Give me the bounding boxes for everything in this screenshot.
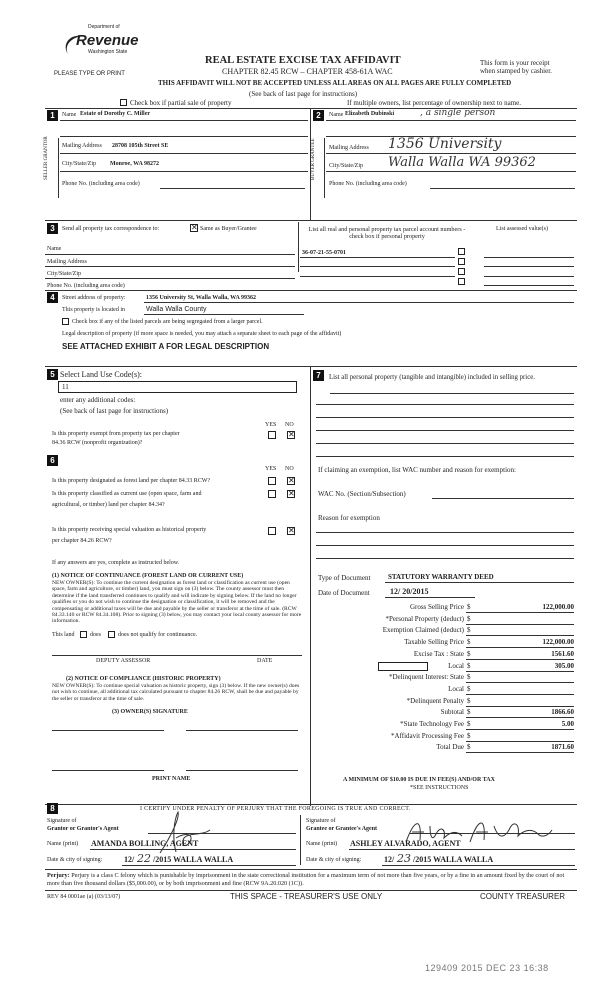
grantor-date-month: 12/ xyxy=(124,855,135,864)
assessor-date-label: DATE xyxy=(257,658,273,664)
section5-see-back: (See back of last page for instructions) xyxy=(60,407,169,415)
form-notice: THIS AFFIDAVIT WILL NOT BE ACCEPTED UNLESS ALL AREAS ON ALL PAGES ARE FULLY COMPLETED xyxy=(158,79,512,87)
historic-no-checkbox[interactable]: ✕ xyxy=(288,526,295,535)
parcel-header: List all real and personal property tax parcel account numbers - check box if personal property xyxy=(308,226,466,240)
fee-underline xyxy=(466,729,574,730)
see-instructions: *SEE INSTRUCTIONS xyxy=(410,785,469,791)
buyer-name-handwritten: , a single person xyxy=(420,108,496,118)
fee-dollar-sign: $ xyxy=(467,673,471,682)
fee-underline xyxy=(466,717,574,718)
grantee-sig-label-2: Grantee or Grantee's Agent xyxy=(306,826,378,832)
grantor-date-day: 22 xyxy=(137,852,151,865)
buyer-city-label: City/State/Zip xyxy=(329,163,363,169)
current-use-q1: Is this property classified as current use (open space, farm and xyxy=(52,491,202,497)
fee-label: Total Due xyxy=(436,743,464,752)
fee-dollar-sign: $ xyxy=(467,614,471,623)
grantee-date-label: Date & city of signing: xyxy=(306,857,362,863)
street-address: 1356 University St, Walla Walla, WA 99362 xyxy=(146,295,257,301)
grantor-name: AMANDA BOLLING, AGENT xyxy=(91,839,199,848)
s5-yes-label: YES xyxy=(265,422,277,428)
buyer-name: Elizabeth Dubinski xyxy=(345,111,395,117)
located-label: This property is located in xyxy=(62,307,125,313)
parcel-4-personal-checkbox[interactable] xyxy=(458,278,465,285)
buyer-phone-label: Phone No. (including area code) xyxy=(329,181,407,187)
grantor-sig-label-2: Grantor or Grantor's Agent xyxy=(47,826,119,832)
grantee-date-day: 23 xyxy=(397,852,411,865)
land-use-label: Select Land Use Code(s): xyxy=(60,370,142,379)
grantor-sig-label-1: Signature of xyxy=(47,818,77,824)
fee-dollar-sign: $ xyxy=(467,708,471,717)
grantee-name-label: Name (print) xyxy=(306,841,338,847)
logo-word: Revenue xyxy=(76,32,139,49)
seller-address-label: Mailing Address xyxy=(62,143,102,149)
segregated-checkbox[interactable] xyxy=(62,318,69,325)
legal-description: SEE ATTACHED EXHIBIT A FOR LEGAL DESCRIPTION xyxy=(62,342,270,351)
county-treasurer: COUNTY TREASURER xyxy=(480,892,566,901)
fee-label: Excise Tax : State xyxy=(413,649,464,658)
perjury-text: Perjury is a class C felony which is punishable by imprisonment in the state correctional institution for a maximum term of not more than five years, or by a fine in an amount fixed by the court of not more than five thousand dollars ($5,000.00), or by both imprisonment and fine (RCW 9A.20.020 (1C)). xyxy=(47,872,565,887)
fee-underline xyxy=(466,659,574,660)
please-type: PLEASE TYPE OR PRINT xyxy=(54,71,125,77)
buyer-address-handwritten: 1356 University xyxy=(388,136,502,152)
fee-underline xyxy=(466,682,574,683)
forest-no-checkbox[interactable]: ✕ xyxy=(288,476,295,485)
notice2-title: (2) NOTICE OF COMPLIANCE (HISTORIC PROPERTY) xyxy=(66,676,221,682)
current-use-q2: agricultural, or timber) land per chapter 84.34? xyxy=(52,502,165,508)
see-back: (See back of last page for instructions) xyxy=(249,90,358,98)
exempt-q1: Is this property exempt from property tax per chapter xyxy=(52,431,180,437)
fee-label: *Delinquent Interest: State xyxy=(388,673,464,682)
doc-type: STATUTORY WARRANTY DEED xyxy=(388,573,494,581)
fee-underline xyxy=(466,671,574,672)
fee-underline xyxy=(466,635,574,636)
parcel-3-personal-checkbox[interactable] xyxy=(458,268,465,275)
form-title: REAL ESTATE EXCISE TAX AFFIDAVIT xyxy=(205,55,401,66)
fee-dollar-sign: $ xyxy=(467,720,471,728)
doc-type-label: Type of Document xyxy=(318,574,371,582)
grantee-name: ASHLEY ALVARADO, AGENT xyxy=(350,839,461,848)
personal-property-label: List all personal property (tangible and intangible) included in selling price. xyxy=(329,374,535,381)
additional-codes-label: enter any additional codes: xyxy=(60,396,136,404)
county: Walla Walla County xyxy=(146,306,207,313)
does-not-checkbox[interactable] xyxy=(108,631,115,638)
forest-yes-checkbox[interactable] xyxy=(268,477,276,485)
fee-underline xyxy=(466,706,574,707)
multiple-owners-label: If multiple owners, list percentage of ownership next to name. xyxy=(347,99,521,107)
current-use-no-checkbox[interactable]: ✕ xyxy=(288,489,295,498)
seller-name: Estate of Dorothy C. Miller xyxy=(80,111,151,117)
doc-date-label: Date of Document xyxy=(318,589,370,597)
receipt-line2: when stamped by cashier. xyxy=(480,67,552,75)
wac-label: WAC No. (Section/Subsection) xyxy=(318,490,406,498)
does-checkbox[interactable] xyxy=(80,631,87,638)
fee-dollar-sign: $ xyxy=(467,731,471,740)
fee-underline xyxy=(466,624,574,625)
grantor-date-label: Date & city of signing: xyxy=(47,857,103,863)
segregated-label: Check box if any of the listed parcels are being segregated from a larger parcel. xyxy=(72,319,263,325)
assessed-header: List assessed value(s) xyxy=(496,226,548,232)
corr-address-label: Mailing Address xyxy=(47,259,87,265)
fee-value: 122,000.00 xyxy=(542,638,574,647)
section-8-number: 8 xyxy=(47,803,58,814)
section-4-number: 4 xyxy=(47,292,58,303)
grantee-date-month: 12/ xyxy=(384,855,395,864)
exempt-yes-checkbox[interactable] xyxy=(268,431,276,439)
corr-city-label: City/State/Zip xyxy=(47,271,81,277)
buyer-address-label: Mailing Address xyxy=(329,145,369,151)
partial-sale-label: Check box if partial sale of property xyxy=(130,99,232,107)
perjury-notice xyxy=(47,872,575,888)
fee-dollar-sign: $ xyxy=(467,626,471,635)
legal-label: Legal description of property (if more space is needed, you may attach a separate sheet to each page of the affidavit) xyxy=(62,331,342,337)
section-1-number: 1 xyxy=(47,110,58,121)
s6-yes-label: YES xyxy=(265,466,277,472)
fee-value: 122,000.00 xyxy=(542,603,574,611)
same-as-buyer-checkbox[interactable]: ✕ xyxy=(191,223,198,232)
s5-no-label: NO xyxy=(285,422,294,428)
fee-underline xyxy=(466,612,574,613)
fee-value: 1866.60 xyxy=(551,708,574,717)
receipt-line1: This form is your receipt xyxy=(480,59,550,67)
perjury-label: Perjury: xyxy=(47,872,70,879)
seller-side-label: SELLER GRANTOR xyxy=(44,136,49,180)
buyer-city-handwritten: Walla Walla WA 99362 xyxy=(388,155,536,170)
section-6-number: 6 xyxy=(47,455,58,466)
print-name-label: PRINT NAME xyxy=(152,776,191,782)
certify-text: I CERTIFY UNDER PENALTY OF PERJURY THAT THE FOREGOING IS TRUE AND CORRECT. xyxy=(140,806,411,812)
parcel-1-personal-checkbox[interactable] xyxy=(458,248,465,255)
same-as-buyer-label: Same as Buyer/Grantee xyxy=(200,226,257,232)
fee-dollar-sign: $ xyxy=(467,743,471,752)
fee-label: Local xyxy=(448,684,464,693)
fee-label: Subtotal xyxy=(440,708,464,717)
fee-underline xyxy=(466,694,574,695)
fee-value: 5.00 xyxy=(561,720,574,728)
fee-underline xyxy=(466,741,574,742)
form-number: REV 84 0001ae (a) (03/13/07) xyxy=(47,894,121,900)
fee-label: *Personal Property (deduct) xyxy=(385,614,464,623)
buyer-name-label: Name xyxy=(329,112,344,118)
fee-dollar-sign: $ xyxy=(467,696,471,705)
partial-sale-checkbox[interactable] xyxy=(120,99,127,106)
fee-value: 305.00 xyxy=(554,661,574,670)
corr-name-label: Name xyxy=(47,246,62,252)
reason-label: Reason for exemption xyxy=(318,514,380,522)
notice1-title: (1) NOTICE OF CONTINUANCE (FOREST LAND OR CURRENT USE) xyxy=(52,573,244,579)
section-5-number: 5 xyxy=(47,369,58,380)
fee-underline xyxy=(466,647,574,648)
form-chapter: CHAPTER 82.45 RCW – CHAPTER 458-61A WAC xyxy=(222,67,393,76)
fee-label: Local xyxy=(448,661,464,670)
fee-dollar-sign: $ xyxy=(467,603,471,611)
grantee-date-year: /2015 WALLA WALLA xyxy=(413,855,494,864)
this-land-label: This land xyxy=(52,632,75,638)
grantor-date-year: /2015 WALLA WALLA xyxy=(153,855,234,864)
fee-label: Taxable Selling Price xyxy=(404,638,464,647)
forest-q: Is this property designated as forest land per chapter 84.33 RCW? xyxy=(52,478,211,484)
parcel-number: 36-07-21-55-0701 xyxy=(302,250,346,256)
fee-label: *Affidavit Processing Fee xyxy=(391,731,464,740)
seller-city: Monroe, WA 98272 xyxy=(110,161,159,167)
seller-phone-label: Phone No. (including area code) xyxy=(62,181,140,187)
seller-address: 28708 105th Street SE xyxy=(112,143,169,149)
seller-city-label: City/State/Zip xyxy=(62,161,96,167)
section-7-number: 7 xyxy=(313,370,324,381)
historic-q1: Is this property receiving special valuation as historical property xyxy=(52,527,207,533)
grantee-sig-label-1: Signature of xyxy=(306,818,336,824)
receipt-stamp: 129409 2015 DEC 23 16:38 xyxy=(425,963,549,973)
fee-label: *Delinquent Penalty xyxy=(406,696,464,705)
fee-label: Exemption Claimed (deduct) xyxy=(382,626,464,635)
buyer-side-label: BUYER GRANTEE xyxy=(311,138,316,180)
does-label: does xyxy=(90,632,101,638)
fee-dollar-sign: $ xyxy=(467,638,471,647)
fee-dollar-sign: $ xyxy=(467,661,471,670)
fee-value: 1871.60 xyxy=(551,743,574,752)
notice1-text: NEW OWNER(S): To continue the current designation as forest land or classification as current use (open space, farm and agriculture, or timber) land, you must sign on (3) below. The county assessor must then determine if the land transferred continues to qualify and will indicate by signing below. If the land no longer qualifies or you do not wish to continue the designation or classification, it will be removed and the compensating or additional taxes will be due and payable by the seller or transferor at the time of sale. (RCW 84.33.140 or RCW 84.34.108). Prior to signing (3) below, you may contact your local county assessor for more information. xyxy=(52,580,302,625)
any-yes-text: If any answers are yes, complete as instructed below. xyxy=(52,560,180,566)
current-use-yes-checkbox[interactable] xyxy=(268,490,276,498)
historic-yes-checkbox[interactable] xyxy=(268,527,276,535)
seller-name-label: Name xyxy=(62,112,77,118)
notice2-text: NEW OWNER(S): To continue special valuation as historic property, sign (3) below. If the new owner(s) does not wish to continue, all additional tax calculated pursuant to chapter 84.26 RCW, shall be due and payable by the seller or transferor at the time of sale. xyxy=(52,683,300,702)
logo-top: Department of xyxy=(88,24,120,30)
corr-phone-label: Phone No. (including area code) xyxy=(47,283,125,289)
owner-signature-label: (3) OWNER(S) SIGNATURE xyxy=(112,709,188,715)
minimum-notice: A MINIMUM OF $10.00 IS DUE IN FEE(S) AND/OR TAX xyxy=(343,777,495,783)
logo-sub: Washington State xyxy=(88,49,128,55)
local-rate-box[interactable] xyxy=(378,662,428,671)
section-3-number: 3 xyxy=(47,223,58,234)
land-use-code-field[interactable] xyxy=(58,381,297,393)
s6-no-label: NO xyxy=(285,466,294,472)
correspondence-label: Send all property tax correspondence to: xyxy=(62,226,160,232)
fee-dollar-sign: $ xyxy=(467,649,471,658)
land-use-code: 11 xyxy=(62,383,69,391)
fee-value: 1561.60 xyxy=(551,649,574,658)
fee-underline xyxy=(466,752,574,753)
doc-date: 12/ 20/2015 xyxy=(390,587,429,596)
fee-dollar-sign: $ xyxy=(467,684,471,693)
revenue-logo xyxy=(52,24,139,64)
treasurer-use: THIS SPACE - TREASURER'S USE ONLY xyxy=(230,892,383,901)
fee-label: Gross Selling Price xyxy=(409,603,464,611)
deputy-assessor-label: DEPUTY ASSESSOR xyxy=(96,658,151,664)
grantor-name-label: Name (print) xyxy=(47,841,79,847)
exempt-no-checkbox[interactable]: ✕ xyxy=(288,430,295,439)
street-label: Street address of property: xyxy=(62,295,126,301)
fee-label: *State Technology Fee xyxy=(400,720,464,728)
exemption-label: If claiming an exemption, list WAC number and reason for exemption: xyxy=(318,466,516,474)
parcel-2-personal-checkbox[interactable] xyxy=(458,258,465,265)
section-2-number: 2 xyxy=(313,110,324,121)
does-not-label: does not qualify for continuance. xyxy=(118,632,198,638)
historic-q2: per chapter 84.26 RCW? xyxy=(52,538,112,544)
exempt-q2: 84.36 RCW (nonprofit organization)? xyxy=(52,440,143,446)
